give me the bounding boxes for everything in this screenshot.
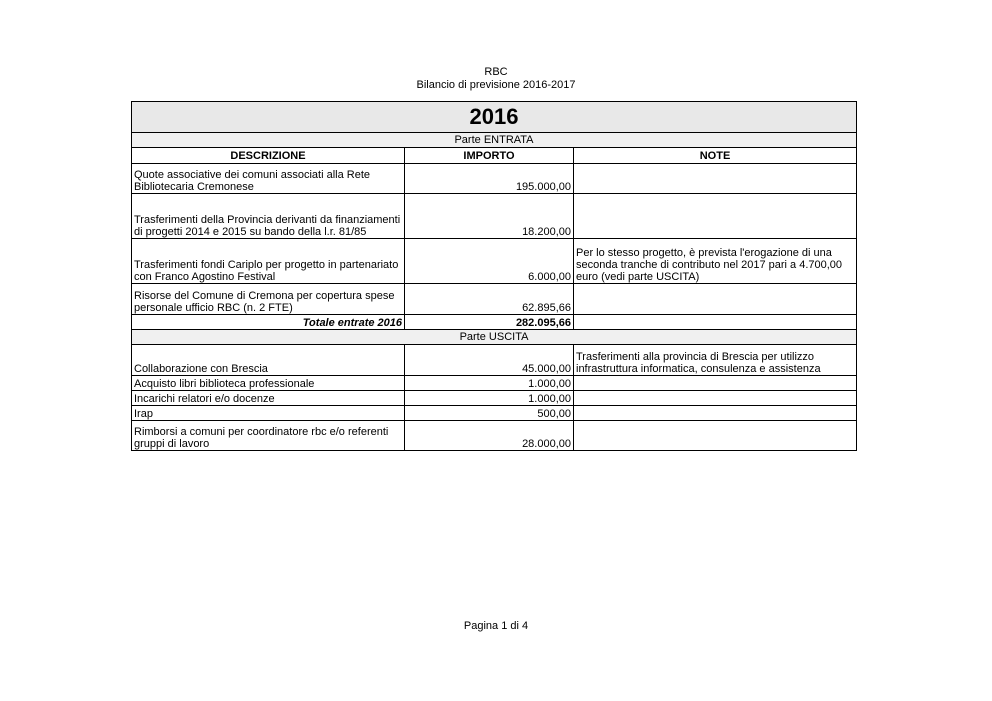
note-cell xyxy=(574,194,857,239)
table-row xyxy=(132,194,857,239)
amount-cell: 45.000,00 xyxy=(405,345,574,376)
note-cell xyxy=(574,315,857,330)
org-title: RBC xyxy=(484,66,508,78)
desc-cell: Trasferimenti fondi Cariplo per progetto in partenariato con Franco Agostino Festival xyxy=(132,239,405,284)
table-row xyxy=(132,376,857,391)
budget-table xyxy=(131,101,857,451)
document-subtitle: Bilancio di previsione 2016-2017 xyxy=(416,79,576,91)
desc-cell: Rimborsi a comuni per coordinatore rbc e/o referenti gruppi di lavoro xyxy=(132,421,405,451)
amount-cell: 1.000,00 xyxy=(405,376,574,391)
year-heading: 2016 xyxy=(132,102,857,133)
page-number: Pagina 1 di 4 xyxy=(463,620,529,632)
table-row xyxy=(132,345,857,376)
desc-cell: Incarichi relatori e/o docenze xyxy=(132,391,405,406)
table-row xyxy=(132,164,857,194)
note-cell xyxy=(574,391,857,406)
total-entrate-amount: 282.095,66 xyxy=(405,315,574,330)
total-entrate-label: Totale entrate 2016 xyxy=(132,315,405,330)
table-row xyxy=(132,421,857,451)
note-cell: Trasferimenti alla provincia di Brescia per utilizzo infrastruttura informatica, consulenza e assistenza xyxy=(574,345,857,376)
note-cell: Per lo stesso progetto, è prevista l'erogazione di una seconda tranche di contributo nel 2017 pari a 4.700,00 euro (vedi parte USCITA) xyxy=(574,239,857,284)
amount-cell: 62.895,66 xyxy=(405,284,574,315)
note-cell xyxy=(574,164,857,194)
amount-cell: 18.200,00 xyxy=(405,194,574,239)
document-header xyxy=(0,66,992,92)
column-header-descrizione: DESCRIZIONE xyxy=(132,148,405,164)
column-header-note: NOTE xyxy=(574,148,857,164)
year-row xyxy=(132,102,857,133)
note-cell xyxy=(574,284,857,315)
table-row xyxy=(132,284,857,315)
note-cell xyxy=(574,376,857,391)
desc-cell: Irap xyxy=(132,406,405,421)
amount-cell: 6.000,00 xyxy=(405,239,574,284)
note-cell xyxy=(574,421,857,451)
amount-cell: 28.000,00 xyxy=(405,421,574,451)
amount-cell: 500,00 xyxy=(405,406,574,421)
desc-cell: Trasferimenti della Provincia derivanti da finanziamenti di progetti 2014 e 2015 su bando della l.r. 81/85 xyxy=(132,194,405,239)
amount-cell: 1.000,00 xyxy=(405,391,574,406)
desc-cell: Quote associative dei comuni associati alla Rete Bibliotecaria Cremonese xyxy=(132,164,405,194)
uscita-section-row xyxy=(132,330,857,345)
desc-cell: Risorse del Comune di Cremona per copertura spese personale ufficio RBC (n. 2 FTE) xyxy=(132,284,405,315)
total-row xyxy=(132,315,857,330)
table-row xyxy=(132,391,857,406)
desc-cell: Collaborazione con Brescia xyxy=(132,345,405,376)
column-header-row xyxy=(132,148,857,164)
uscita-section-label: Parte USCITA xyxy=(132,330,857,345)
note-cell xyxy=(574,406,857,421)
table-row xyxy=(132,239,857,284)
amount-cell: 195.000,00 xyxy=(405,164,574,194)
entrata-section-row xyxy=(132,133,857,148)
desc-cell: Acquisto libri biblioteca professionale xyxy=(132,376,405,391)
column-header-importo: IMPORTO xyxy=(405,148,574,164)
table-row xyxy=(132,406,857,421)
entrata-section-label: Parte ENTRATA xyxy=(132,133,857,148)
